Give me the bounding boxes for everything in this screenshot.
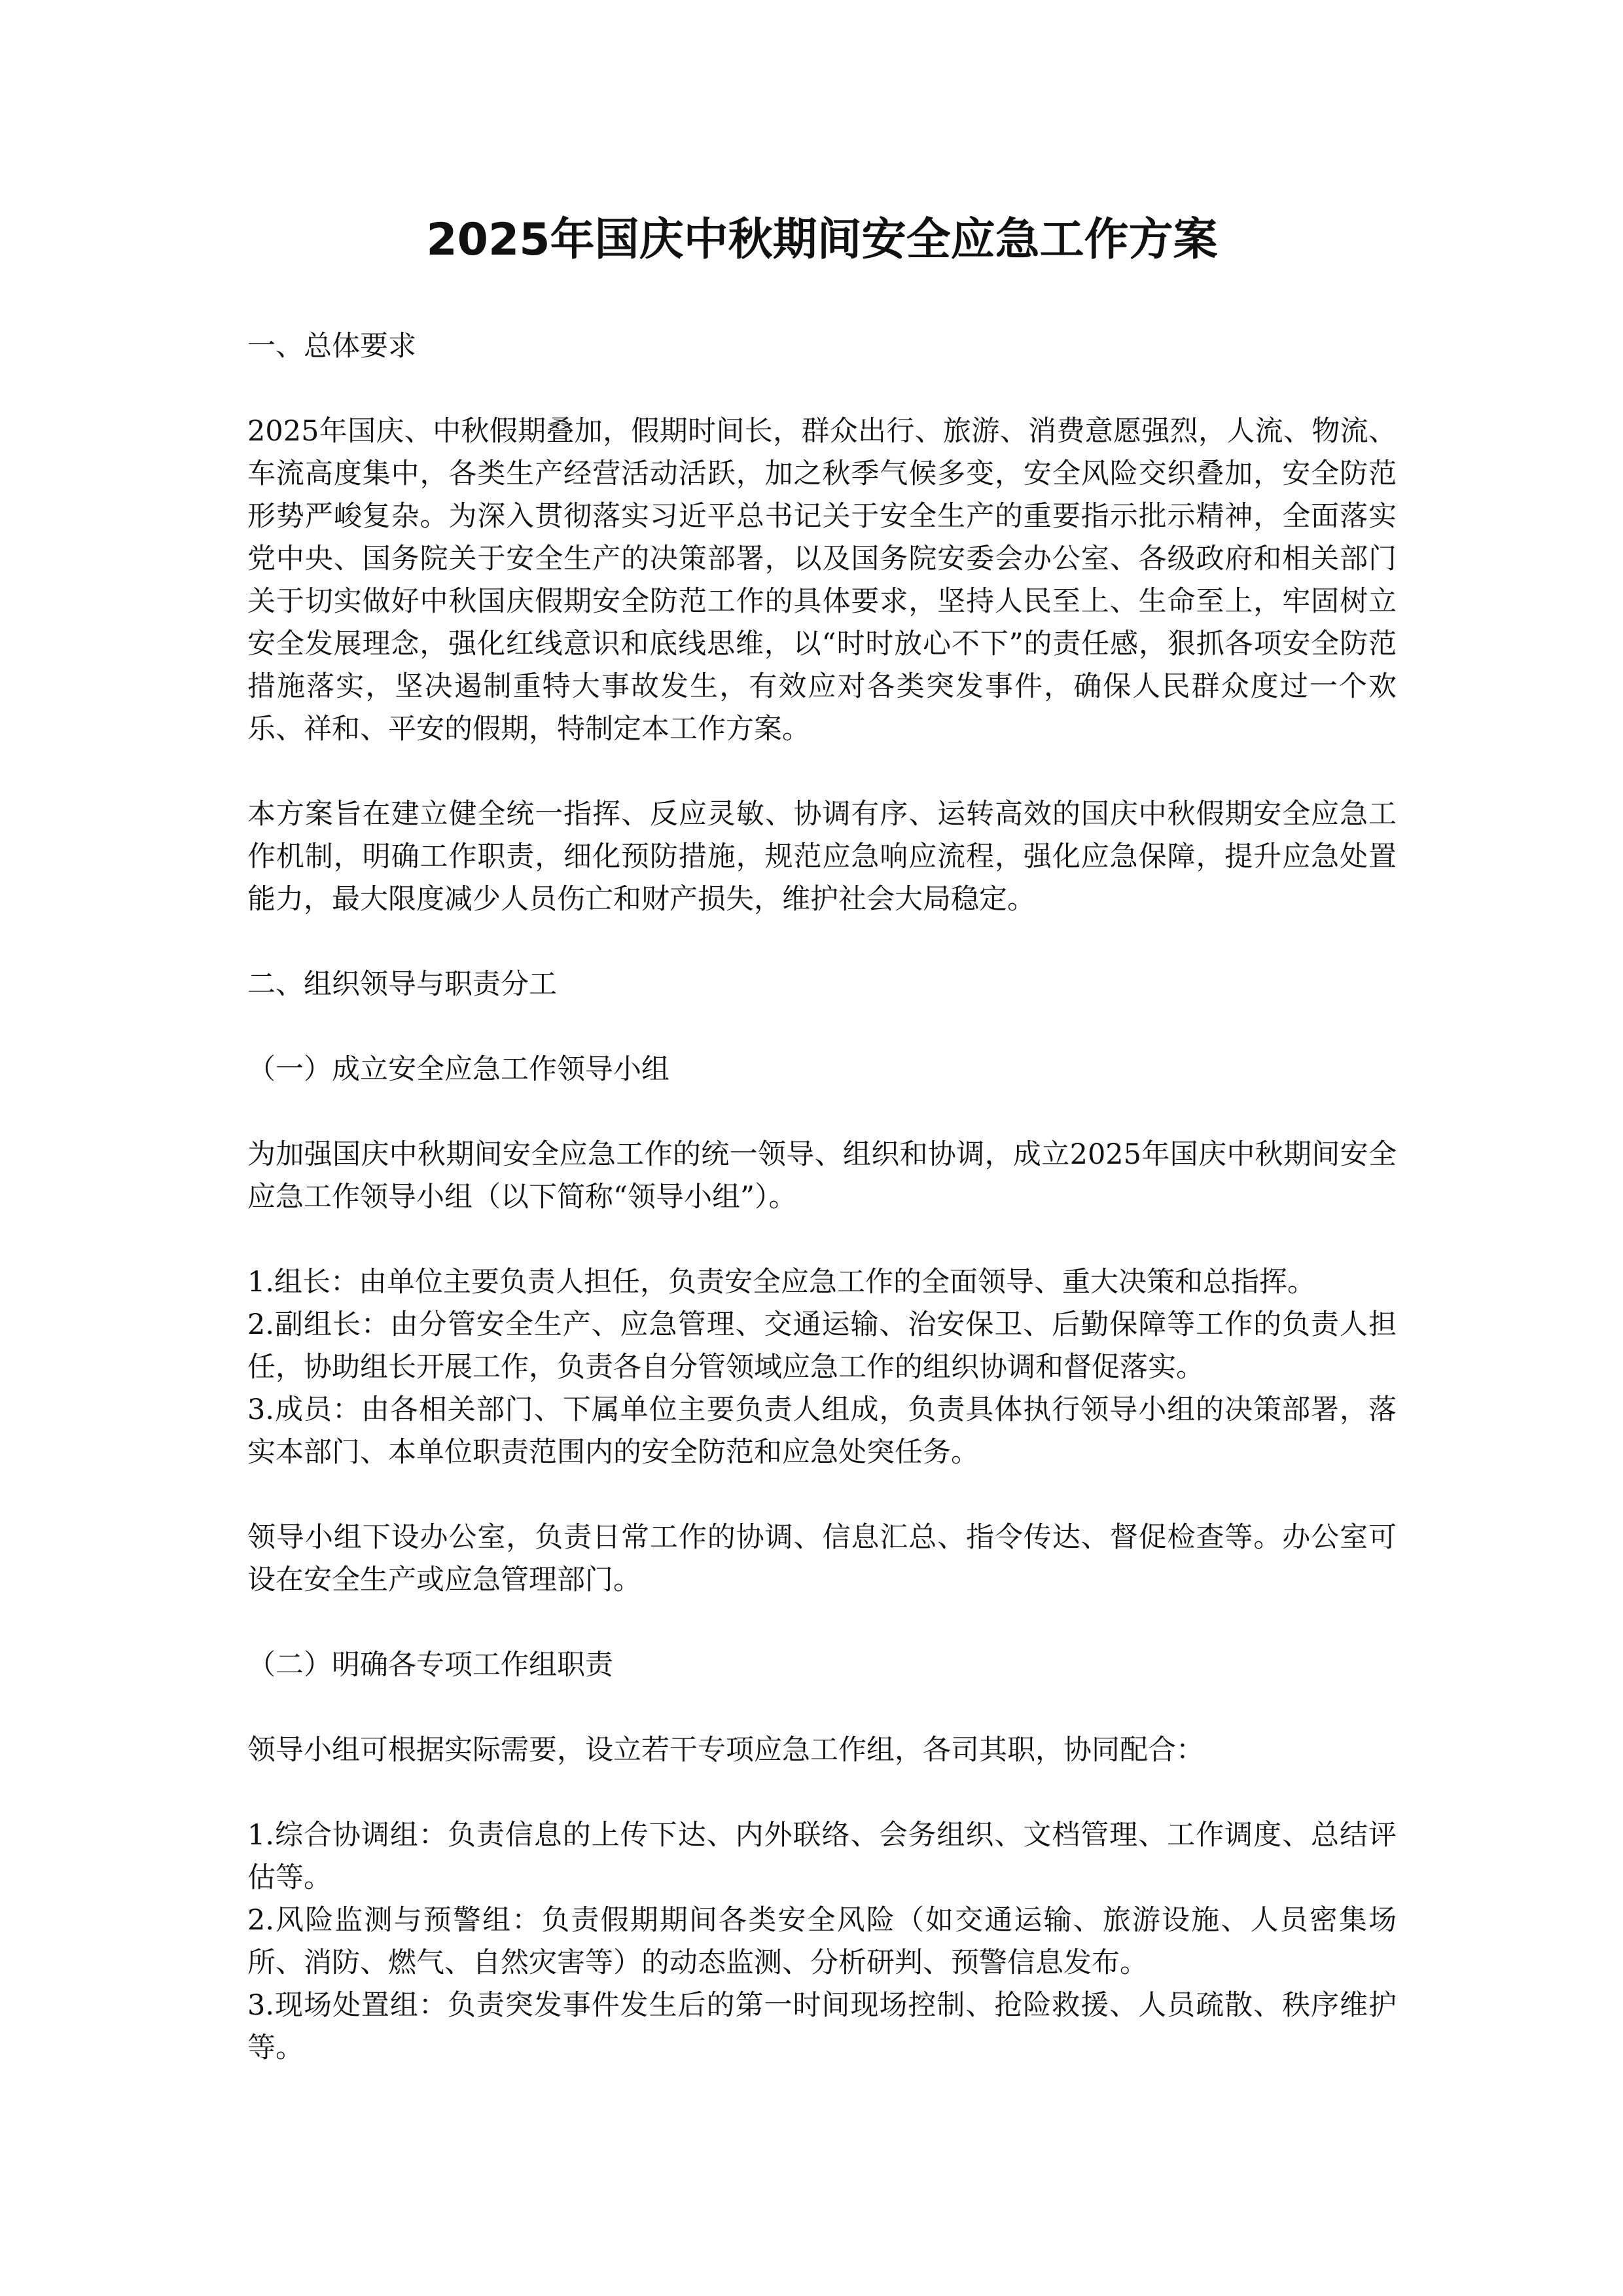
list-item: 3.现场处置组：负责突发事件发生后的第一时间现场控制、抢险救援、人员疏散、秩序维护等。 [247,1989,1397,2064]
paragraph-working-groups-intro: 领导小组可根据实际需要，设立若干专项应急工作组，各司其职，协同配合： [247,1734,1204,1767]
section-heading-organization: 二、组织领导与职责分工 [247,968,557,1001]
document-title: 2025年国庆中秋期间安全应急工作方案 [426,214,1218,266]
list-item: 2.副组长：由分管安全生产、应急管理、交通运输、治安保卫、后勤保障等工作的负责人担任，协助组长开展工作，负责各自分管领域应急工作的组织协调和督促落实。 [247,1308,1397,1384]
working-groups-list [247,1814,1397,2070]
subsection-heading-working-groups: （二）明确各专项工作组职责 [247,1649,613,1681]
list-item: 2.风险监测与预警组：负责假期期间各类安全风险（如交通运输、旅游设施、人员密集场所、消防、燃气、自然灾害等）的动态监测、分析研判、预警信息发布。 [247,1904,1397,1979]
list-item: 3.成员：由各相关部门、下属单位主要负责人组成，负责具体执行领导小组的决策部署，落实本部门、本单位职责范围内的安全防范和应急处突任务。 [247,1393,1397,1469]
leading-group-roles-list [247,1261,1397,1474]
list-item: 1.综合协调组：负责信息的上传下达、内外联络、会务组织、文档管理、工作调度、总结评估等。 [247,1819,1397,1894]
paragraph-office: 领导小组下设办公室，负责日常工作的协调、信息汇总、指令传达、督促检查等。办公室可设在安全生产或应急管理部门。 [247,1521,1397,1596]
section-heading-general-requirements: 一、总体要求 [247,330,416,363]
paragraph-leading-group-intro: 为加强国庆中秋期间安全应急工作的统一领导、组织和协调，成立2025年国庆中秋期间安全应急工作领导小组（以下简称“领导小组”）。 [247,1138,1397,1213]
paragraph-purpose: 本方案旨在建立健全统一指挥、反应灵敏、协调有序、运转高效的国庆中秋假期安全应急工作机制，明确工作职责，细化预防措施，规范应急响应流程，强化应急保障，提升应急处置能力，最大限度减少人员伤亡和财产损失，维护社会大局稳定。 [247,798,1397,916]
subsection-heading-leading-group: （一）成立安全应急工作领导小组 [247,1053,669,1086]
paragraph-background: 2025年国庆、中秋假期叠加，假期时间长，群众出行、旅游、消费意愿强烈，人流、物流、车流高度集中，各类生产经营活动活跃，加之秋季气候多变，安全风险交织叠加，安全防范形势严峻复杂。为深入贯彻落实习近平总书记关于安全生产的重要指示批示精神，全面落实党中央、国务院关于安全生产的决策部署，以及国务院安委会办公室、各级政府和相关部门关于切实做好中秋国庆假期安全防范工作的具体要求，坚持人民至上、生命至上，牢固树立安全发展理念，强化红线意识和底线思维，以“时时放心不下”的责任感，狠抓各项安全防范措施落实，坚决遏制重特大事故发生，有效应对各类突发事件，确保人民群众度过一个欢乐、祥和、平安的假期，特制定本工作方案。 [247,415,1397,745]
list-item: 1.组长：由单位主要负责人担任，负责安全应急工作的全面领导、重大决策和总指挥。 [247,1266,1316,1299]
document-page [247,214,1397,2112]
